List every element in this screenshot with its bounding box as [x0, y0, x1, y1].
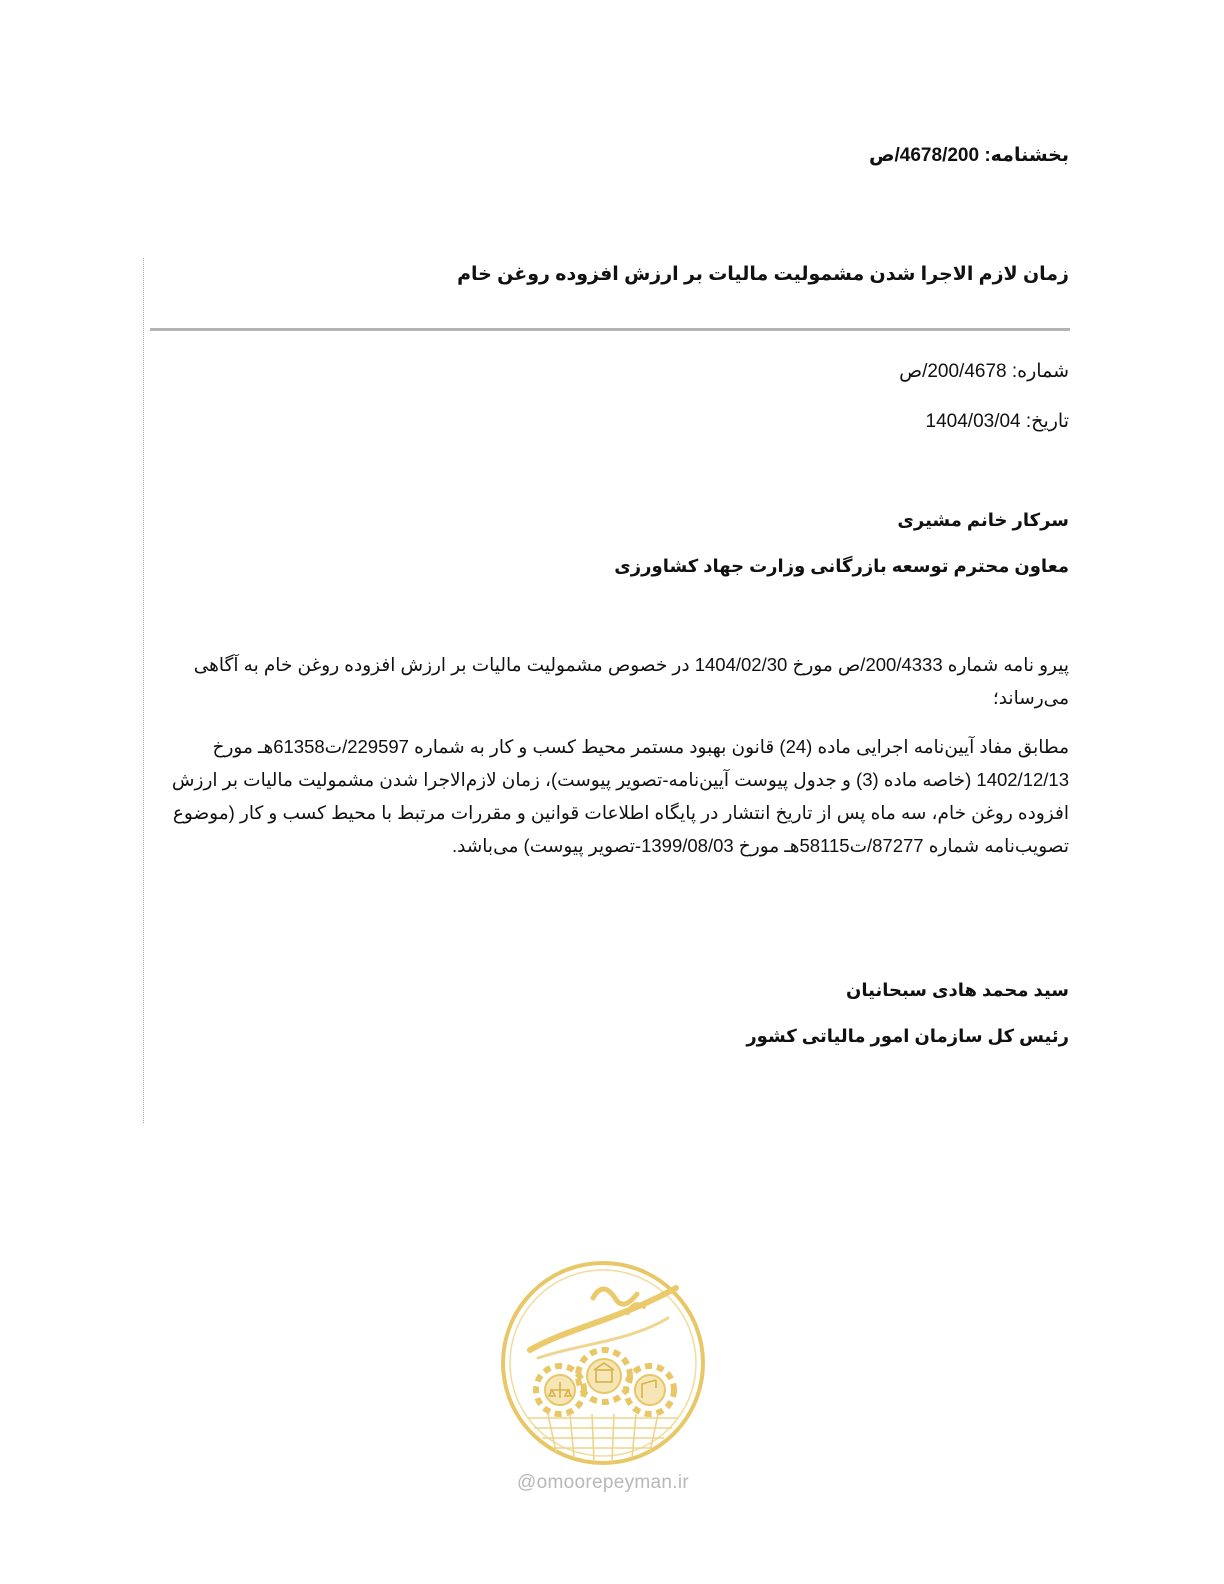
letter-number: شماره: 200/4678/ص [899, 361, 1069, 382]
letter-date: تاریخ: 1404/03/04 [925, 411, 1069, 432]
body-paragraph-2: مطابق مفاد آیین‌نامه اجرایی ماده (24) قانون بهبود مستمر محیط کسب و کار به شماره 229597/ت61358هـ مورخ 1402/12/13 (خاصه ماده (3) و جدول پیوست آیین‌نامه-تصویر پیوست)، زمان لازم‌الاجرا شدن مشمولیت مالیات بر ارزش افزوده روغن خام، سه ماه پس از تاریخ انتشار در پایگاه اطلاعات قوانین و مقررات مرتبط با محیط کسب و کار (موضوع تصویب‌نامه شماره 87277/ت58115هـ مورخ 1399/08/03-تصویر پیوست) می‌باشد. [171, 736, 1069, 856]
watermark-logo-icon [498, 1258, 708, 1468]
watermark [498, 1258, 708, 1508]
addressee-name: سرکار خانم مشیری [897, 510, 1069, 530]
circular-number: 4678/200/ص [868, 145, 980, 166]
body-paragraph-1: پیرو نامه شماره 200/4333/ص مورخ 1404/02/30 در خصوص مشمولیت مالیات بر ارزش افزوده روغن خام به آگاهی می‌رساند؛ [193, 654, 1069, 708]
signatory-role: رئیس کل سازمان امور مالیاتی کشور [746, 1026, 1069, 1046]
watermark-url: @omoorepeyman.ir [517, 1472, 689, 1493]
title-divider [150, 328, 1070, 331]
document-title: زمان لازم الاجرا شدن مشمولیت مالیات بر ارزش افزوده روغن خام [457, 264, 1069, 285]
circular-header [869, 144, 1069, 167]
circular-label: بخشنامه: [984, 145, 1069, 166]
addressee-role: معاون محترم توسعه بازرگانی وزارت جهاد کشاورزی [614, 556, 1069, 576]
margin-dotted-rule [143, 258, 144, 1123]
signatory-name: سید محمد هادی سبحانیان [845, 980, 1069, 1000]
